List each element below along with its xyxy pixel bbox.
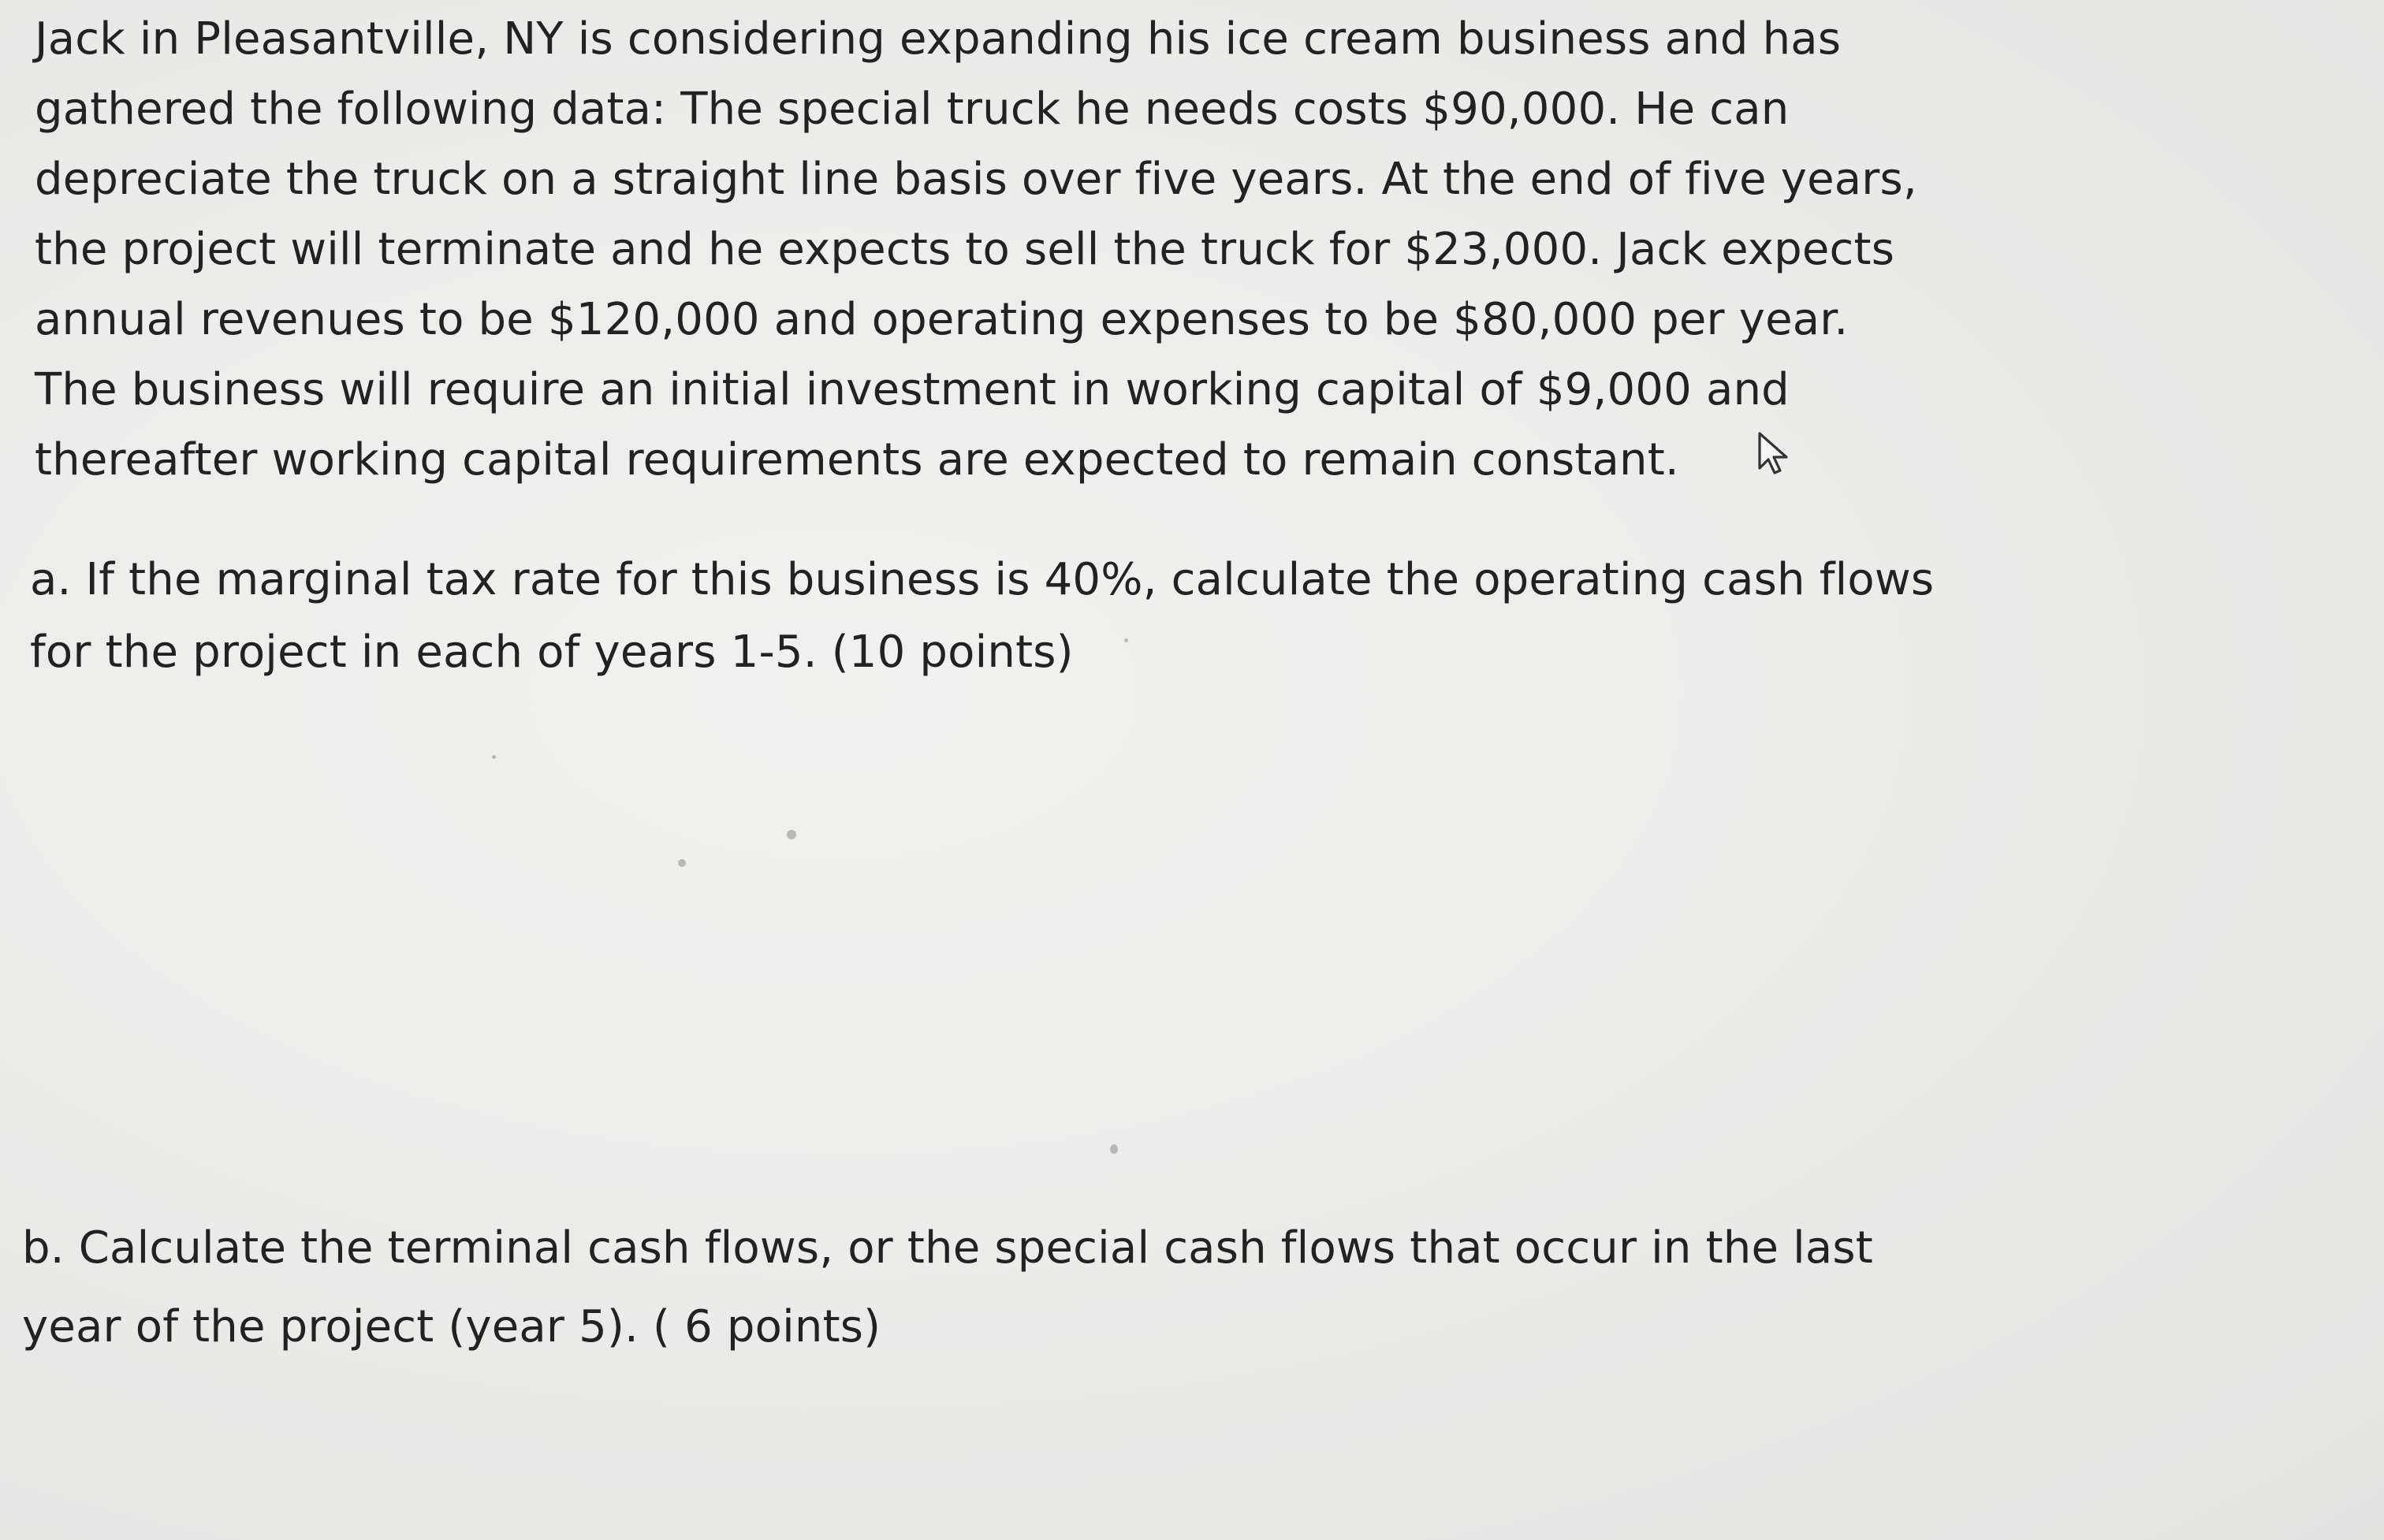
question-b-line: b. Calculate the terminal cash flows, or the special cash flows that occur in the last <box>22 1222 1873 1274</box>
question-b-line: year of the project (year 5). ( 6 points) <box>22 1301 881 1352</box>
dust-speck <box>678 859 686 867</box>
problem-line: Jack in Pleasantville, NY is considering expanding his ice cream business and has <box>35 13 1842 65</box>
problem-statement <box>35 4 1917 495</box>
problem-line: annual revenues to be $120,000 and operating expenses to be $80,000 per year. <box>35 294 1849 345</box>
problem-line: the project will terminate and he expects to sell the truck for $23,000. Jack expects <box>35 224 1895 275</box>
problem-line: The business will require an initial investment in working capital of $9,000 and <box>35 364 1790 415</box>
dust-speck <box>787 830 796 839</box>
dust-speck <box>492 755 496 759</box>
question-a <box>30 544 1934 689</box>
question-b <box>22 1209 1873 1367</box>
question-a-line: a. If the marginal tax rate for this business is 40%, calculate the operating cash flows <box>30 554 1935 605</box>
mouse-pointer-arrow-icon <box>1756 430 1791 478</box>
problem-line: gathered the following data: The special truck he needs costs $90,000. He can <box>35 84 1790 135</box>
problem-line: thereafter working capital requirements are expected to remain constant. <box>35 434 1679 485</box>
problem-line: depreciate the truck on a straight line basis over five years. At the end of five years, <box>35 154 1917 205</box>
dust-speck <box>1110 1144 1118 1154</box>
dust-speck <box>1124 638 1128 642</box>
question-a-line: for the project in each of years 1-5. (10 points) <box>30 627 1074 678</box>
